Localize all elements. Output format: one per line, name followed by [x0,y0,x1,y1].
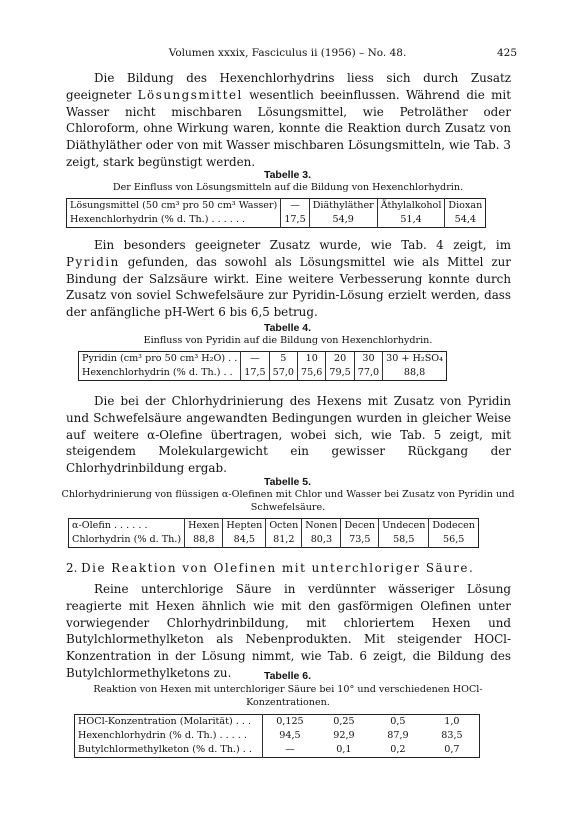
journal-reference: Volumen xxxix, Fasciculus ii (1956) – No. 48. [168,47,407,59]
table-row: Chlorhydrin (% d. Th.) 88,8 84,5 81,2 80,3 73,5 58,5 56,5 [69,533,479,548]
table-row: α-Olefin . . . . . . Hexen Hepten Octen Nonen Decen Undecen Dodecen [69,519,479,534]
table-row: Butylchlormethylketon (% d. Th.) . . — 0,1 0,2 0,7 [75,743,480,758]
table3 [66,198,486,228]
section-heading [66,561,474,575]
table4-caption: Einfluss von Pyridin auf die Bildung von Hexenchlorhydrin. [143,335,433,346]
table4 [78,351,447,381]
table3-caption: Der Einfluss von Lösungsmitteln auf die Bildung von Hexenchlorhydrin. [112,182,464,193]
section-number: 2. [66,561,78,575]
table6-caption: Reaktion von Hexen mit unterchloriger Säure bei 10° und verschiedenen HOCl-Konzentrationen. [93,684,483,708]
table5-title: Tabelle 5. [263,476,312,488]
spaced-term-pyridin: Pyridin [66,254,120,269]
table-row: Hexenchlorhydrin (% d. Th.) . . 17,5 57,0 75,6 79,5 77,0 88,8 [79,366,447,381]
running-header [0,47,575,61]
table-row: Pyridin (cm³ pro 50 cm³ H₂O) . . — 5 10 20 30 30 + H₂SO₄ [79,352,447,367]
table6-title: Tabelle 6. [263,670,312,682]
page-number: 425 [496,47,517,59]
table-row: HOCl-Konzentration (Molarität) . . . 0,125 0,25 0,5 1,0 [75,715,480,730]
table-row: Lösungsmittel (50 cm³ pro 50 cm³ Wasser) — Diäthyläther Äthylalkohol Dioxan [67,199,486,214]
spaced-term-solvent: Lösungsmittel [137,87,243,102]
table-row: Hexenchlorhydrin (% d. Th.) . . . . . . 17,5 54,9 51,4 54,4 [67,213,486,228]
table5-caption: Chlorhydrinierung von flüssigen α-Olefinen mit Chlor und Wasser bei Zusatz von Pyridin und Schwefelsäure. [61,489,515,513]
table3-title: Tabelle 3. [263,169,312,181]
table-row: Hexenchlorhydrin (% d. Th.) . . . . . 94,5 92,9 87,9 83,5 [75,729,480,743]
paragraph-alpha-olefins: Die bei der Chlorhydrinierung des Hexens mit Zusatz von Pyridin und Schwefelsäure angewandten Bedingungen wurden in gleicher Weise auf weitere α-Olefine übertragen, wobei sich, wie Tab. 5 zeigt, mit steigendem Molekulargewicht ein gewisser Rückgang der Chlorhydrinbildung ergab. [66,394,511,476]
paragraph-hypochlorous-acid: Reine unterchlorige Säure in verdünnter wässeriger Lösung reagierte mit Hexen ähnlich wie mit den gasförmigen Olefinen unter vorwiegender Chlorhydrinbildung, mit chloriertem Hexen und Butylchlormethylketon als Nebenprodukten. Mit steigender HOCl-Konzentration in der Lösung nimmt, wie Tab. 6 zeigt, die Bildung des Butylchlormethylketons zu. [66,582,511,680]
paragraph-solvents: Die Bildung des Hexenchlorhydrins liess sich durch Zusatz geeigneter Lösungsmittel wesentlich beeinflussen. Während die mit Wasser nicht mischbaren Lösungsmittel, wie Petroläther oder Chloroform, ohne Wirkung waren, konnte die Reaktion durch Zusatz von Diäthyläther oder von mit Wasser mischbaren Lösungsmitteln, wie Tab. 3 zeigt, stark begünstigt werden. [66,71,511,169]
section-title: Die Reaktion von Olefinen mit unterchloriger Säure. [81,561,475,575]
table5 [68,518,479,548]
paragraph-pyridine: Ein besonders geeigneter Zusatz wurde, wie Tab. 4 zeigt, im Pyridin gefunden, das sowohl als Lösungsmittel wie als Mittel zur Bindung der Salzsäure wirkt. Eine weitere Verbesserung konnte durch Zusatz von soviel Schwefelsäure zur Pyridin-Lösung erzielt werden, dass der anfängliche pH-Wert 6 bis 6,5 betrug. [66,238,511,320]
table6 [74,714,480,758]
table4-title: Tabelle 4. [263,322,312,334]
